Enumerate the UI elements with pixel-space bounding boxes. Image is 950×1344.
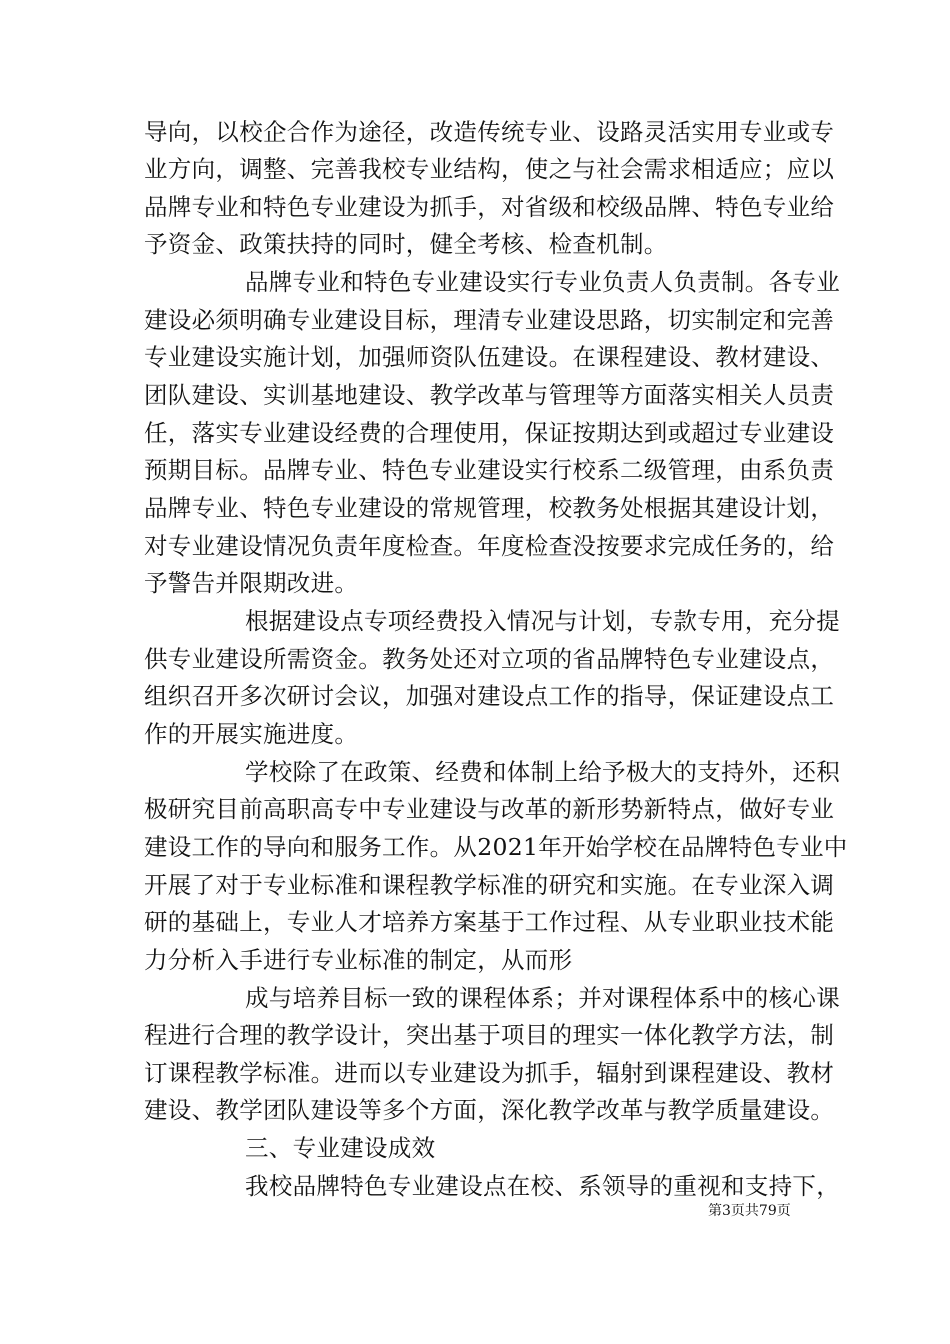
text-line: 预期目标。品牌专业、特色专业建设实行校系二级管理，由系负责 [144, 456, 835, 484]
text-line: 开展了对于专业标准和课程教学标准的研究和实施。在专业深入调 [144, 871, 835, 899]
text-line: 予资金、政策扶持的同时，健全考核、检查机制。 [144, 230, 668, 258]
text-line: 作的开展实施进度。 [144, 720, 359, 748]
text-line: 程进行合理的教学设计，突出基于项目的理实一体化教学方法，制 [144, 1021, 835, 1049]
text-line: 任，落实专业建设经费的合理使用，保证按期达到或超过专业建设 [144, 419, 835, 447]
text-line: 研的基础上，专业人才培养方案基于工作过程、从专业职业技术能 [144, 908, 835, 936]
text-line: 建设、教学团队建设等多个方面，深化教学改革与教学质量建设。 [144, 1096, 835, 1124]
text-line: 导向，以校企合作为途径，改造传统专业、设路灵活实用专业或专 [144, 118, 835, 146]
text-line: 品牌专业和特色专业建设为抓手，对省级和校级品牌、特色专业给 [144, 193, 835, 221]
paragraph-start-line: 成与培养目标一致的课程体系；并对课程体系中的核心课 [245, 984, 840, 1012]
text-line: 业方向，调整、完善我校专业结构，使之与社会需求相适应；应以 [144, 155, 835, 183]
paragraph-start-line: 我校品牌特色专业建设点在校、系领导的重视和支持下， [245, 1172, 840, 1200]
text-line: 专业建设实施计划，加强师资队伍建设。在课程建设、教材建设、 [144, 343, 835, 371]
text-line: 团队建设、实训基地建设、教学改革与管理等方面落实相关人员责 [144, 381, 835, 409]
text-line: 对专业建设情况负责年度检查。年度检查没按要求完成任务的，给 [144, 532, 835, 560]
paragraph-start-line: 根据建设点专项经费投入情况与计划，专款专用，充分提 [245, 607, 840, 635]
text-line: 供专业建设所需资金。教务处还对立项的省品牌特色专业建设点， [144, 645, 835, 673]
text-line: 建设工作的导向和服务工作。从2021年开始学校在品牌特色专业中 [144, 833, 848, 861]
text-line: 力分析入手进行专业标准的制定，从而形 [144, 946, 573, 974]
text-line: 品牌专业、特色专业建设的常规管理，校教务处根据其建设计划， [144, 494, 835, 522]
text-line: 组织召开多次研讨会议，加强对建设点工作的指导，保证建设点工 [144, 682, 835, 710]
paragraph-start-line: 学校除了在政策、经费和体制上给予极大的支持外，还积 [245, 758, 840, 786]
section-heading: 三、专业建设成效 [245, 1134, 436, 1162]
text-line: 极研究目前高职高专中专业建设与改革的新形势新特点，做好专业 [144, 795, 835, 823]
paragraph-start-line: 品牌专业和特色专业建设实行专业负责人负责制。各专业 [245, 268, 840, 296]
page-footer: 第3页共79页 [708, 1203, 791, 1219]
text-line: 予警告并限期改进。 [144, 569, 359, 597]
text-line: 订课程教学标准。进而以专业建设为抓手，辐射到课程建设、教材 [144, 1059, 835, 1087]
text-line: 建设必须明确专业建设目标，理清专业建设思路，切实制定和完善 [144, 306, 835, 334]
